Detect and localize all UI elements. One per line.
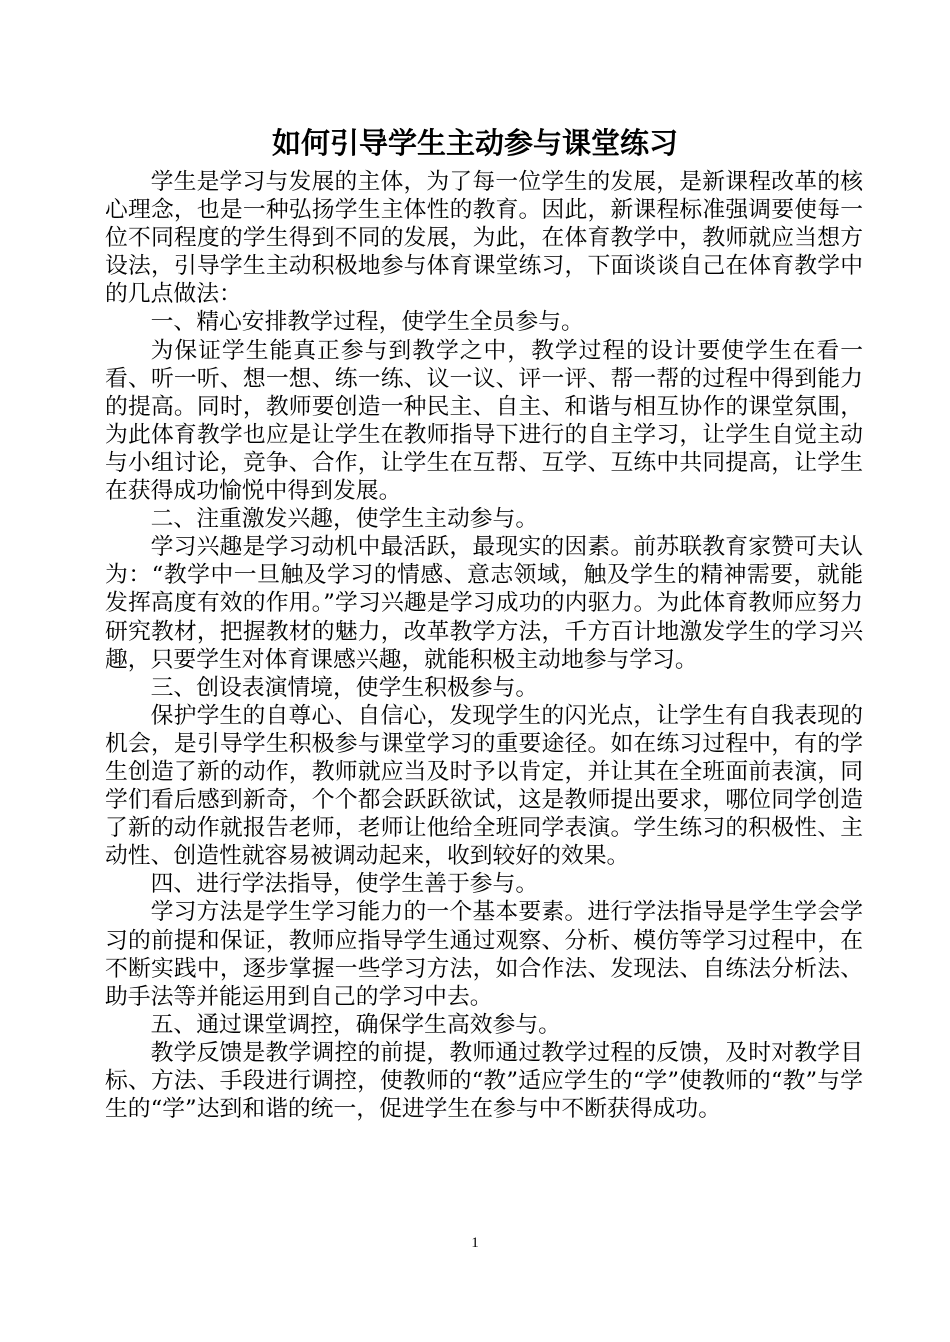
paragraph-section-2: 学习兴趣是学习动机中最活跃，最现实的因素。前苏联教育家赞可夫认为：“教学中一旦触及学习的情感、意志领域，触及学生的精神需要，就能发挥高度有效的作用。”学习兴趣是学习成功的内驱力。为此体育教师应努力研究教材，把握教材的魅力，改革教学方法，千方百计地激发学生的学习兴趣，只要学生对体育课感兴趣，就能积极主动地参与学习。 [105,534,863,673]
section-heading-5: 五、通过课堂调控，确保学生高效参与。 [150,1011,561,1038]
section-heading-3: 三、创设表演情境，使学生积极参与。 [150,674,539,701]
paragraph-section-3: 保护学生的自尊心、自信心，发现学生的闪光点，让学生有自我表现的机会，是引导学生积极参与课堂学习的重要途径。如在练习过程中，有的学生创造了新的动作，教师就应当及时予以肯定，并让其在全班面前表演，同学们看后感到新奇，个个都会跃跃欲试，这是教师提出要求，哪位同学创造了新的动作就报告老师，老师让他给全班同学表演。学生练习的积极性、主动性、创造性就容易被调动起来，收到较好的效果。 [105,702,863,870]
paragraph-section-1: 为保证学生能真正参与到教学之中，教学过程的设计要使学生在看一看、听一听、想一想、练一练、议一议、评一评、帮一帮的过程中得到能力的提高。同时，教师要创造一种民主、自主、和谐与相互协作的课堂氛围，为此体育教学也应是让学生在教师指导下进行的自主学习，让学生自觉主动与小组讨论，竞争、合作，让学生在互帮、互学、互练中共同提高，让学生在获得成功愉悦中得到发展。 [105,337,863,505]
section-heading-4: 四、进行学法指导，使学生善于参与。 [150,871,539,898]
section-heading-1: 一、精心安排教学过程，使学生全员参与。 [150,309,584,336]
paragraph-section-5: 教学反馈是教学调控的前提，教师通过教学过程的反馈，及时对教学目标、方法、手段进行调控，使教师的“教”适应学生的“学”使教师的“教”与学生的“学”达到和谐的统一，促进学生在参与中不断获得成功。 [105,1039,863,1123]
document-body [105,168,863,1123]
document-title: 如何引导学生主动参与课堂练习 [271,126,678,160]
page-number: 1 [471,1235,479,1251]
paragraph-section-4: 学习方法是学生学习能力的一个基本要素。进行学法指导是学生学会学习的前提和保证，教师应指导学生通过观察、分析、模仿等学习过程中，在不断实践中，逐步掌握一些学习方法，如合作法、发现法、自练法分析法、助手法等并能运用到自己的学习中去。 [105,899,863,1010]
paragraph-intro: 学生是学习与发展的主体，为了每一位学生的发展，是新课程改革的核心理念，也是一种弘扬学生主体性的教育。因此，新课程标准强调要使每一位不同程度的学生得到不同的发展，为此，在体育教学中，教师就应当想方设法，引导学生主动积极地参与体育课堂练习，下面谈谈自己在体育教学中的几点做法： [105,169,863,308]
section-heading-2: 二、注重激发兴趣，使学生主动参与。 [150,506,539,533]
